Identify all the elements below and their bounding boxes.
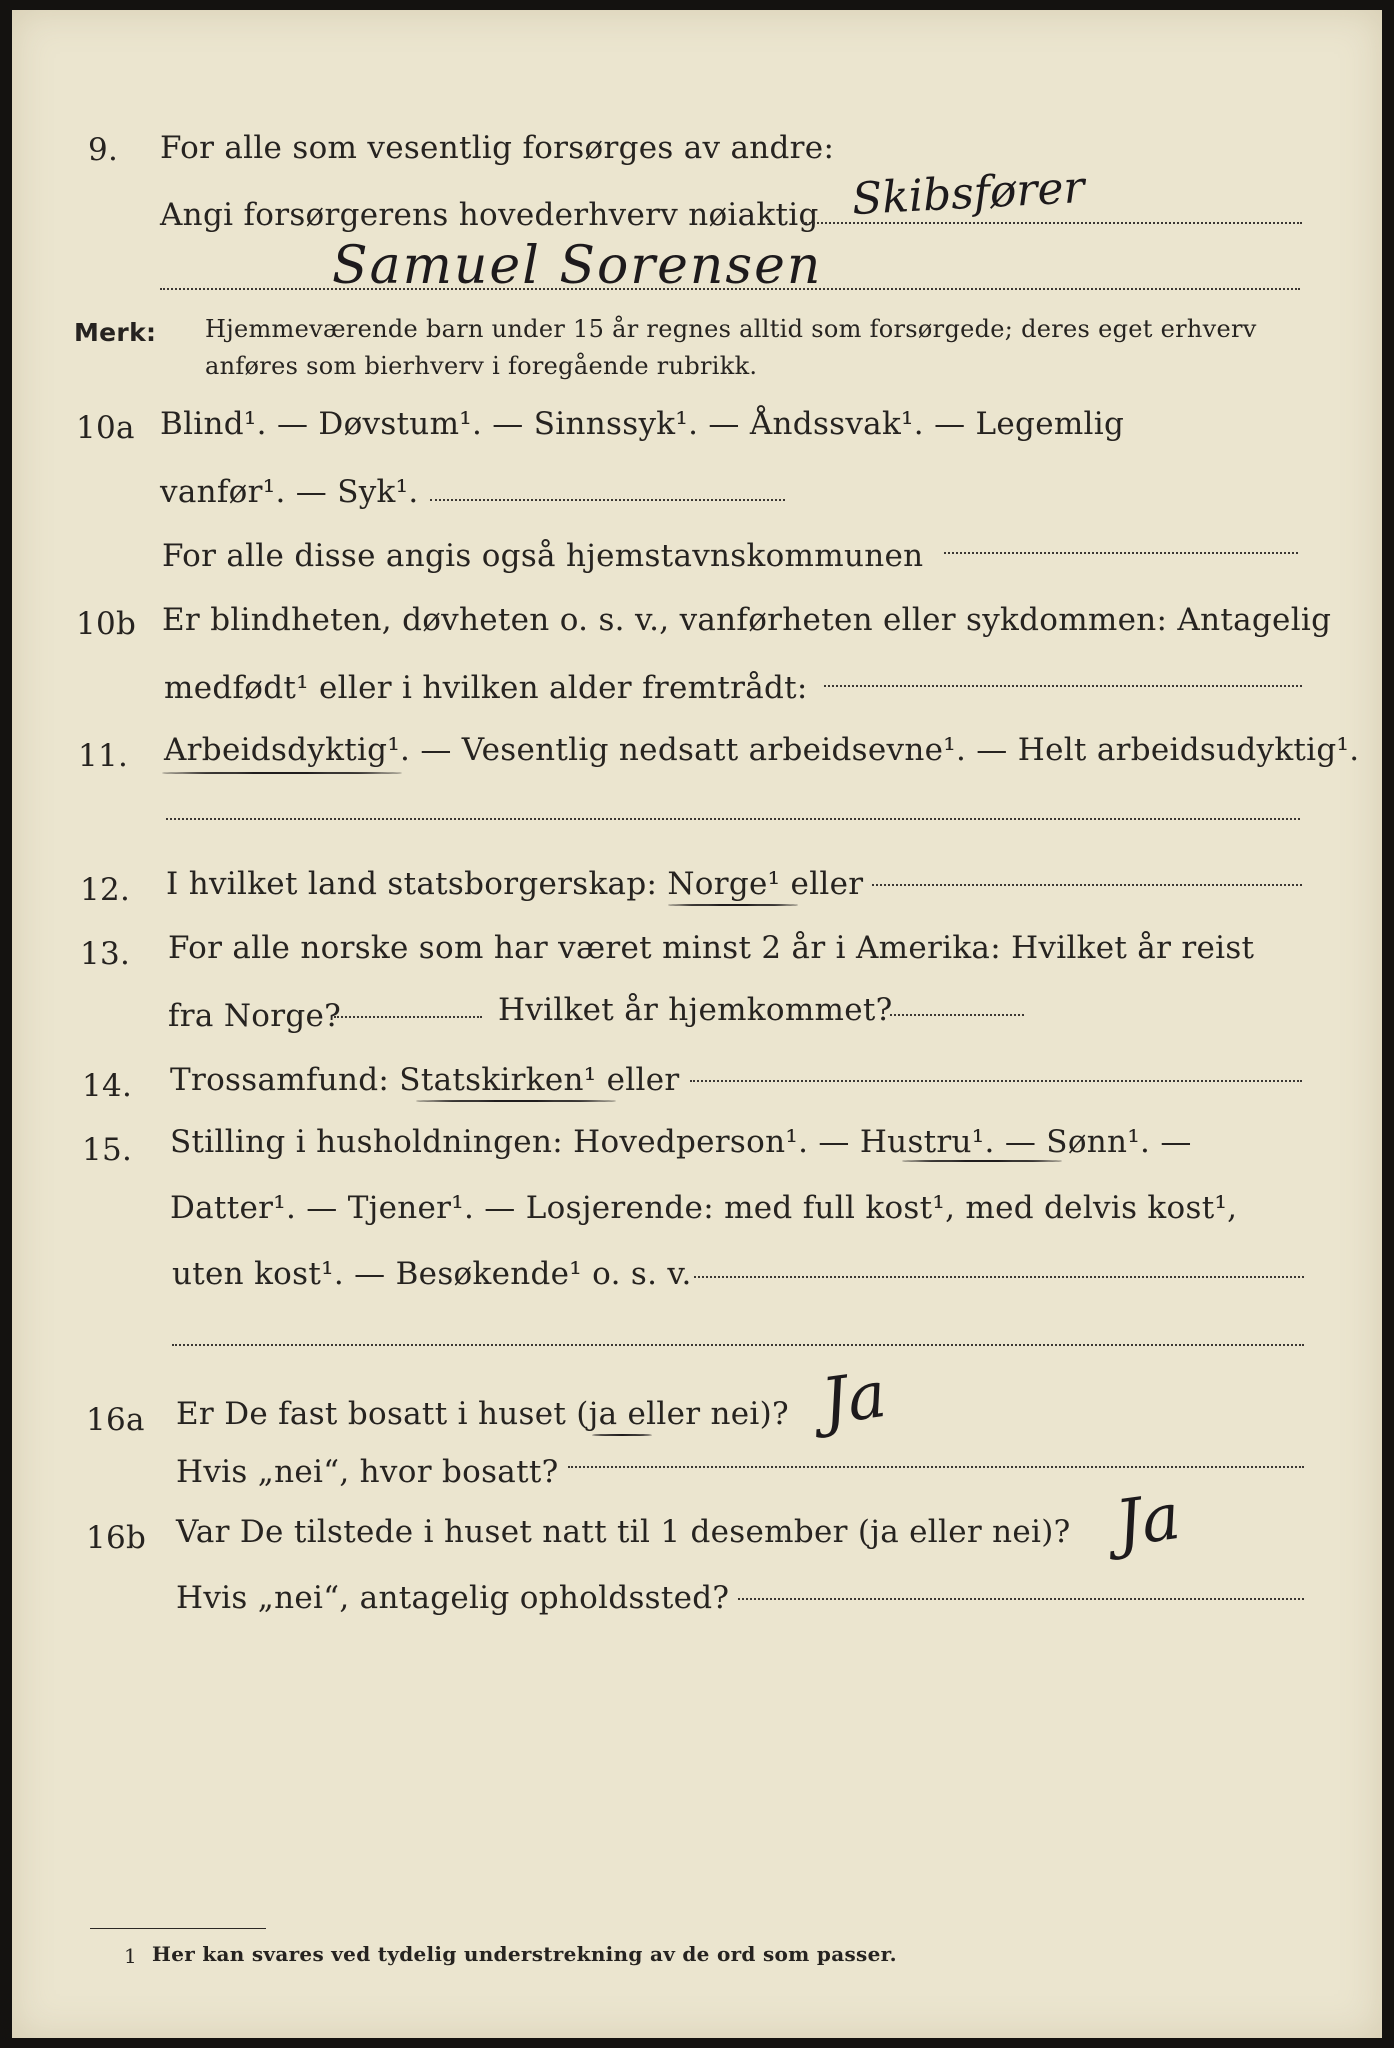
q11-answer-line <box>166 818 1300 820</box>
merk-label: Merk: <box>74 318 157 347</box>
q9-line1: For alle som vesentlig forsørges av andre: <box>160 130 835 166</box>
q15-line1: Stilling i husholdningen: Hovedperson¹. — Hustru¹. — Sønn¹. — <box>170 1124 1192 1160</box>
q16b-location-line <box>738 1598 1304 1600</box>
q9-number: 9. <box>88 132 119 168</box>
q16b-number: 16b <box>86 1520 147 1556</box>
q11-number: 11. <box>78 738 129 774</box>
q15-line3: uten kost¹. — Besøkende¹ o. s. v. <box>172 1256 692 1292</box>
q13-line2b: Hvilket år hjemkommet? <box>498 992 893 1028</box>
q14-underline-statskirken <box>416 1100 616 1102</box>
footnote-text: Her kan svares ved tydelig understrekning av de ord som passer. <box>152 1942 897 1966</box>
q10a-line3: For alle disse angis også hjemstavnskommunen <box>162 538 924 574</box>
q10b-number: 10b <box>76 606 137 642</box>
q14-number: 14. <box>82 1068 133 1104</box>
q10b-line2: medfødt¹ eller i hvilken alder fremtrådt: <box>164 670 808 706</box>
q14-line1: Trossamfund: Statskirken¹ eller <box>170 1062 680 1098</box>
q10a-line2: vanfør¹. — Syk¹. <box>160 474 419 510</box>
q15-answer-line <box>694 1276 1304 1278</box>
q12-line1: I hvilket land statsborgerskap: Norge¹ eller <box>166 866 864 902</box>
merk-line1: Hjemmeværende barn under 15 år regnes alltid som forsørgede; deres eget erhverv <box>205 315 1257 343</box>
q15-line2: Datter¹. — Tjener¹. — Losjerende: med full kost¹, med delvis kost¹, <box>170 1190 1238 1226</box>
q10a-answer-line <box>430 499 785 501</box>
q10a-home-municipality-line <box>944 552 1298 554</box>
q13-line1: For alle norske som har været minst 2 år i Amerika: Hvilket år reist <box>168 930 1255 966</box>
q13-line2a: fra Norge? <box>168 998 342 1034</box>
q9-handwritten-occupation: Skibsfører <box>850 161 1086 226</box>
q15-number: 15. <box>82 1132 133 1168</box>
q13-number: 13. <box>80 936 131 972</box>
q16a-handwritten-answer: Ja <box>817 1357 891 1441</box>
q16b-line2: Hvis „nei“, antagelig opholdssted? <box>176 1580 730 1616</box>
census-form-page <box>12 10 1382 2038</box>
q12-number: 12. <box>80 872 131 908</box>
q10b-answer-line <box>824 685 1302 687</box>
footnote-marker: 1 <box>124 1944 138 1968</box>
q14-answer-line <box>690 1080 1302 1082</box>
q11-line1: Arbeidsdyktig¹. — Vesentlig nedsatt arbeidsevne¹. — Helt arbeidsudyktig¹. <box>164 732 1360 768</box>
q16a-residence-line <box>568 1466 1304 1468</box>
q16a-number: 16a <box>86 1402 145 1438</box>
q10b-line1: Er blindheten, døvheten o. s. v., vanførheten eller sykdommen: Antagelig <box>162 602 1332 638</box>
q12-answer-line <box>872 884 1302 886</box>
q16b-handwritten-answer: Ja <box>1111 1479 1185 1563</box>
q16a-line2: Hvis „nei“, hvor bosatt? <box>176 1454 559 1490</box>
merk-line2: anføres som bierhverv i foregående rubrikk. <box>205 352 758 380</box>
q15-underline-hustru <box>902 1160 1062 1162</box>
q10a-number: 10a <box>76 410 135 446</box>
q11-underline-arbeidsdyktig <box>162 772 402 774</box>
q9-handwritten-name: Samuel Sorensen <box>332 236 823 296</box>
q12-underline-norge <box>668 904 798 906</box>
q16a-line1: Er De fast bosatt i huset (ja eller nei)? <box>176 1396 789 1432</box>
q13-return-year-line <box>890 1014 1024 1016</box>
q9-line2: Angi forsørgerens hovederhverv nøiaktig <box>160 197 819 233</box>
q10a-line1: Blind¹. — Døvstum¹. — Sinnssyk¹. — Åndssvak¹. — Legemlig <box>160 406 1125 442</box>
q13-departure-year-line <box>334 1016 482 1018</box>
q15-answer-line-2 <box>172 1344 1304 1346</box>
q16b-line1: Var De tilstede i huset natt til 1 desember (ja eller nei)? <box>176 1514 1071 1550</box>
q16a-underline-ja <box>592 1434 652 1436</box>
footnote-rule <box>90 1928 266 1929</box>
